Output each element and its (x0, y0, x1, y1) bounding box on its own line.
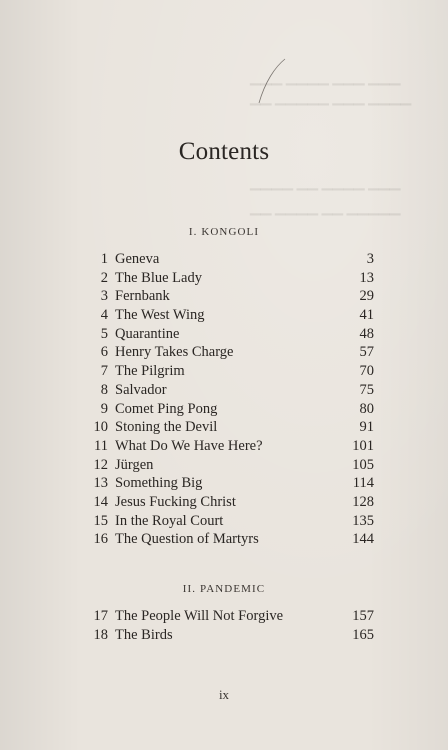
page-title: Contents (178, 138, 270, 165)
chapter-page: 75 (359, 381, 374, 398)
chapter-page: 91 (359, 419, 374, 436)
chapter-title: Henry Takes Charge (115, 344, 234, 361)
chapter-page: 165 (352, 626, 374, 643)
chapter-number: 6 (100, 344, 108, 361)
chapter-number: 17 (93, 608, 108, 624)
chapter-page: 128 (352, 493, 374, 510)
chapter-title: Quarantine (115, 325, 180, 342)
chapter-title: Fernbank (115, 288, 170, 305)
chapter-title: In the Royal Court (115, 512, 224, 529)
toc-entry[interactable] (86, 607, 374, 626)
part-heading-kongoli: I. KONGOLI (188, 226, 260, 238)
chapter-page: 41 (359, 307, 374, 324)
chapter-page: 101 (352, 437, 374, 454)
chapter-page: 157 (352, 608, 374, 624)
chapter-number: 1 (100, 251, 108, 267)
toc-entry[interactable] (86, 250, 374, 269)
chapter-title: The Birds (115, 626, 173, 643)
chapter-title: Something Big (115, 475, 203, 492)
toc-entry[interactable] (86, 456, 374, 475)
chapter-number: 14 (93, 493, 108, 510)
chapter-number: 2 (100, 269, 108, 286)
chapter-title: The Pilgrim (115, 363, 185, 380)
toc-entry[interactable] (86, 626, 374, 645)
chapter-number: 8 (100, 381, 108, 398)
chapter-title: The People Will Not Forgive (115, 608, 284, 624)
chapter-title: What Do We Have Here? (115, 437, 263, 454)
show-through-text: ▁▁▁ ▁▁▁▁ ▁▁ ▁▁▁▁ (250, 176, 401, 191)
show-through-text: ▁▁▁▁▁ ▁▁ ▁▁▁▁ ▁▁ (250, 201, 401, 216)
toc-part-1 (86, 250, 374, 549)
chapter-page: 80 (359, 400, 374, 417)
toc-entry[interactable] (86, 343, 374, 362)
chapter-number: 12 (93, 456, 108, 473)
toc-entry[interactable] (86, 400, 374, 419)
toc-entry[interactable] (86, 362, 374, 381)
chapter-title: Jesus Fucking Christ (115, 493, 236, 510)
chapter-title: Stoning the Devil (115, 419, 218, 436)
chapter-number: 7 (100, 363, 108, 380)
toc-entry[interactable] (86, 287, 374, 306)
chapter-page: 48 (359, 325, 374, 342)
chapter-title: Geneva (115, 251, 160, 267)
chapter-page: 114 (352, 475, 374, 492)
toc-entry[interactable] (86, 325, 374, 344)
chapter-number: 18 (93, 626, 108, 643)
part-heading-pandemic: II. PANDEMIC (182, 583, 266, 595)
chapter-number: 11 (94, 437, 108, 454)
chapter-page: 57 (359, 344, 374, 361)
chapter-title: The West Wing (115, 307, 205, 324)
chapter-number: 4 (100, 307, 108, 324)
toc-entry[interactable] (86, 474, 374, 493)
chapter-number: 3 (100, 288, 108, 305)
chapter-number: 16 (93, 531, 108, 548)
chapter-title: The Question of Martyrs (115, 531, 259, 548)
chapter-number: 15 (93, 512, 108, 529)
toc-entry[interactable] (86, 437, 374, 456)
chapter-title: The Blue Lady (115, 269, 202, 286)
chapter-page: 135 (352, 512, 374, 529)
show-through-text: ▁▁▁ ▁▁▁ ▁▁▁▁ ▁▁▁ (250, 71, 401, 86)
toc-entry[interactable] (86, 269, 374, 288)
chapter-title: Salvador (115, 381, 167, 398)
chapter-number: 13 (93, 475, 108, 492)
chapter-page: 3 (366, 251, 374, 267)
chapter-page: 13 (359, 269, 374, 286)
show-through-text: ▁▁▁▁ ▁▁▁ ▁▁▁▁▁ ▁▁ (250, 91, 412, 106)
toc-entry[interactable] (86, 512, 374, 531)
toc-entry[interactable] (86, 530, 374, 549)
toc-entry[interactable] (86, 381, 374, 400)
toc-entry[interactable] (86, 306, 374, 325)
chapter-number: 10 (93, 419, 108, 436)
chapter-title: Comet Ping Pong (115, 400, 218, 417)
chapter-page: 29 (359, 288, 374, 305)
chapter-number: 5 (100, 325, 108, 342)
chapter-page: 105 (352, 456, 374, 473)
chapter-number: 9 (100, 400, 108, 417)
page-number: ix (218, 687, 230, 702)
toc-entry[interactable] (86, 493, 374, 512)
chapter-page: 70 (359, 363, 374, 380)
toc-part-2 (86, 607, 374, 644)
chapter-title: Jürgen (115, 456, 154, 473)
chapter-page: 144 (352, 531, 374, 548)
pen-mark-icon (255, 57, 290, 107)
toc-entry[interactable] (86, 418, 374, 437)
